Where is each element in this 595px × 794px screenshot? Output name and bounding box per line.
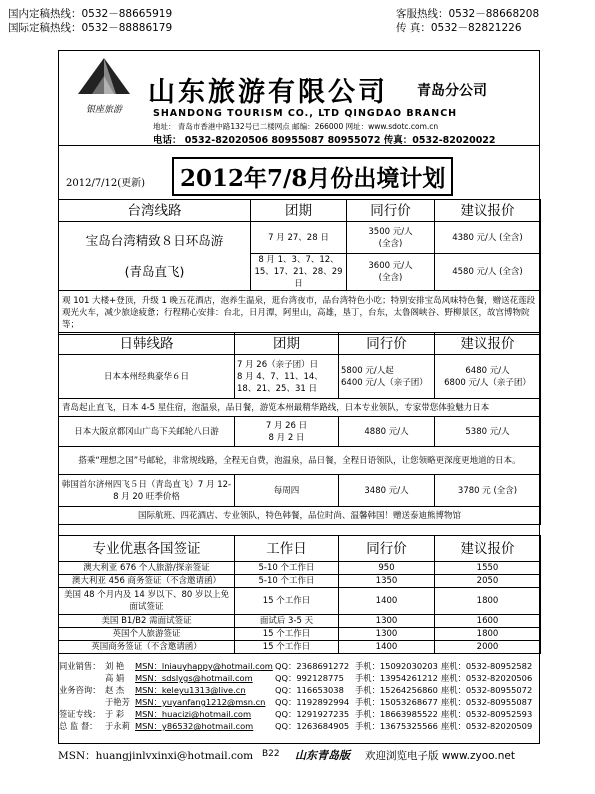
contact-name: 高 娟 (105, 673, 125, 683)
contact-row (58, 684, 540, 696)
visa-suggest: 2000 (435, 641, 541, 654)
route-peer-price: 4880 元/人 (339, 417, 435, 447)
route-peer-price: 5800 元/人起 6400 元/人（亲子团） (339, 355, 435, 399)
japan-korea-table (58, 332, 541, 525)
contact-qq: QQ：116653038 (275, 685, 344, 695)
visa-peer: 1400 (339, 641, 435, 654)
company-branch: 青岛分公司 (417, 83, 487, 99)
company-phones: 电话： 0532-82020506 80955087 80955072 传真：0532-82020022 (153, 135, 496, 146)
route-note: 搭乘“理想之国”号邮轮，非常规线路，全程无自费，泡温泉，品日餐，全程日语领队，让您领略更深度更地道的日本。 (59, 447, 541, 475)
contact-qq: QQ：1291927235 (275, 709, 350, 719)
header-peer-price: 同行价 (347, 200, 435, 222)
header-peer-price: 同行价 (339, 333, 435, 355)
visa-suggest: 1800 (435, 588, 541, 615)
route-peer-price: 3480 元/人 (339, 475, 435, 507)
taiwan-dates-2: 8 月 1、3、7、12、15、17、21、28、29 日 (251, 254, 347, 291)
route-subtitle: (青岛直飞) (124, 264, 185, 279)
visa-peer: 1300 (339, 615, 435, 628)
contact-phone: 座机：0532-80952593 (441, 709, 533, 719)
contact-row (58, 696, 540, 708)
header-dates: 团期 (235, 333, 339, 355)
contact-row (58, 720, 540, 732)
visa-days: 5-10 个工作日 (235, 562, 339, 575)
fax-line: 传 真：0532－82821226 (396, 22, 522, 34)
route-suggest-price: 3780 元 (全含) (435, 475, 541, 507)
visa-peer: 1300 (339, 628, 435, 641)
header-dates: 团期 (251, 200, 347, 222)
contact-row (58, 660, 540, 672)
header-route: 台湾线路 (59, 200, 251, 222)
contact-msn[interactable]: MSN：y86532@hotmail.com (135, 721, 254, 731)
contact-msn[interactable]: MSN：huacizi@hotmail.com (135, 709, 252, 719)
contact-msn[interactable]: MSN：keleyu1313@live.cn (135, 685, 246, 695)
contact-phone: 座机：0532-80955087 (441, 697, 533, 707)
taiwan-route-cell (59, 222, 251, 291)
contact-mobile: 手机：18663985522 (355, 709, 438, 719)
page-number: B22 (262, 749, 280, 759)
route-dates: 每周四 (235, 475, 339, 507)
contact-role: 业务咨询： (59, 685, 101, 695)
footer-brand: 山东青岛版 (295, 749, 350, 762)
company-english-name: SHANDONG TOURISM CO., LTD QINGDAO BRANCH (153, 108, 458, 119)
contact-name: 赵 杰 (105, 685, 125, 695)
contact-phone: 座机：0532-80955072 (441, 685, 533, 695)
visa-days: 15 个工作日 (235, 641, 339, 654)
contact-mobile: 手机：15092030203 (355, 661, 438, 671)
visa-name: 澳大利亚 676 个人旅游/探亲签证 (59, 562, 235, 575)
visa-suggest: 1600 (435, 615, 541, 628)
taiwan-note: 观 101 大楼+登顶，升级 1 晚五花酒店，泡养生温泉，逛台湾夜市，品台湾特色小吃；特别安排宝岛风味特色餐，赠送花莲段观光火车，减少旅途疲惫；行程精心安排：台北，日月潭，阿里山，高雄，垦丁，台东，太鲁阁峡谷、野柳景区，故宫博物院等； (59, 291, 541, 335)
route-note: 青岛起止直飞，日本 4-5 星住宿，泡温泉，品日餐，游览本州最精华路线，日本专业领队，专家带您体验魅力日本 (59, 399, 541, 417)
taiwan-peer-1: 3500 元/人 (全含) (347, 222, 435, 254)
contact-name: 于艳芳 (105, 697, 130, 707)
route-name: 日本本州经典豪华６日 (59, 355, 235, 399)
contact-mobile: 手机：13954261212 (355, 673, 438, 683)
visa-days: 5-10 个工作日 (235, 575, 339, 588)
contact-name: 于 彩 (105, 709, 125, 719)
company-logo (74, 56, 134, 116)
header-route: 日韩线路 (59, 333, 235, 355)
contact-phone: 座机：0532-82020506 (441, 673, 533, 683)
contact-role: 总 监 督： (59, 721, 98, 731)
header-suggest-price: 建议报价 (435, 536, 541, 562)
footer-msn: MSN：huangjinlvxinxi@hotmail.com (58, 750, 254, 762)
taiwan-suggest-2: 4580 元/人 (全含) (435, 254, 541, 291)
visa-name: 美国 B1/B2 需面试签证 (59, 615, 235, 628)
taiwan-dates-1: 7 月 27、28 日 (251, 222, 347, 254)
contact-role (58, 672, 104, 684)
domestic-hotline: 国内定稿热线：0532－88665919 (8, 8, 173, 20)
route-name: 日本大阪京都冈山广岛下关邮轮八日游 (59, 417, 235, 447)
company-address: 地址： 青岛市香港中路132号已二楼网点 邮编：266000 网址：www.sdotc.com.cn (153, 122, 439, 131)
header-workdays: 工作日 (235, 536, 339, 562)
header-suggest-price: 建议报价 (435, 333, 541, 355)
taiwan-peer-2: 3600 元/人 (全含) (347, 254, 435, 291)
visa-days: 面试后 3-5 天 (235, 615, 339, 628)
contact-msn[interactable]: MSN：lniauyhappy@hotmail.com (135, 661, 273, 671)
visa-peer: 950 (339, 562, 435, 575)
route-name: 韩国首尔济州四飞５日（青岛直飞）7 月 12-8 月 20 旺季价格 (59, 475, 235, 507)
contact-role: 签证专线： (59, 709, 101, 719)
visa-name: 澳大利亚 456 商务签证（不含邀请函） (59, 575, 235, 588)
sales-contacts (58, 660, 540, 732)
footer-slogan: 欢迎浏览电子版 www.zyoo.net (365, 750, 515, 762)
contact-phone: 座机：0532-80952582 (441, 661, 533, 671)
route-dates: 7 月 26（亲子团）日 8 月 4、7、11、14、18、21、25、31 日 (235, 355, 339, 399)
mountain-logo-icon (74, 56, 134, 98)
contact-role: 同业销售： (59, 661, 101, 671)
taiwan-table (58, 199, 541, 335)
taiwan-suggest-1: 4380 元/人 (全含) (435, 222, 541, 254)
visa-suggest: 1800 (435, 628, 541, 641)
visa-days: 15 个工作日 (235, 588, 339, 615)
route-note: 国际航班、四花酒店、专业领队，特色韩餐，品位时尚、温馨韩国！赠送泰迪熊博物馆 (59, 507, 541, 525)
contact-mobile: 手机：15264256860 (355, 685, 438, 695)
contact-phone: 座机：0532-82020509 (441, 721, 533, 731)
visa-peer: 1350 (339, 575, 435, 588)
header-suggest-price: 建议报价 (435, 200, 541, 222)
header-visa: 专业优惠各国签证 (59, 536, 235, 562)
visa-peer: 1400 (339, 588, 435, 615)
international-hotline: 国际定稿热线：0532－88886179 (8, 22, 173, 34)
page-title: 2012年7/8月份出境计划 (172, 157, 453, 196)
contact-role (58, 696, 104, 708)
visa-suggest: 1550 (435, 562, 541, 575)
header-peer-price: 同行价 (339, 536, 435, 562)
visa-name: 美国 48 个月内及 14 岁以下、80 岁以上免面试签证 (59, 588, 235, 615)
visa-suggest: 2050 (435, 575, 541, 588)
contact-mobile: 手机：15053268677 (355, 697, 438, 707)
contact-row (58, 672, 540, 684)
contact-name: 于永莉 (105, 721, 130, 731)
visa-name: 英国商务签证（不含邀请函） (59, 641, 235, 654)
contact-mobile: 手机：13675325566 (355, 721, 438, 731)
visa-name: 英国个人旅游签证 (59, 628, 235, 641)
route-suggest-price: 6480 元/人 6800 元/人（亲子团） (435, 355, 541, 399)
route-suggest-price: 5380 元/人 (435, 417, 541, 447)
contact-qq: QQ：1192892994 (275, 697, 350, 707)
contact-row (58, 708, 540, 720)
visa-table (58, 535, 541, 654)
route-name: 宝岛台湾精致８日环岛游 (85, 233, 224, 248)
logo-text: 银座旅游 (85, 105, 122, 115)
service-hotline: 客服热线：0532－88668208 (396, 8, 540, 20)
contact-qq: QQ：2368691272 (275, 661, 350, 671)
company-name: 山东旅游有限公司 (148, 77, 388, 108)
visa-days: 15 个工作日 (235, 628, 339, 641)
contact-name: 刘 艳 (105, 661, 125, 671)
update-date: 2012/7/12(更新) (66, 178, 146, 189)
route-dates: 7 月 26 日 8 月 2 日 (235, 417, 339, 447)
contact-msn[interactable]: MSN：yuyanfang1212@msn.cn (135, 697, 266, 707)
header-divider (58, 145, 540, 146)
contact-msn[interactable]: MSN：sdslygs@hotmail.com (135, 673, 253, 683)
contact-qq: QQ：992128775 (275, 673, 344, 683)
contact-qq: QQ：1263684905 (275, 721, 350, 731)
